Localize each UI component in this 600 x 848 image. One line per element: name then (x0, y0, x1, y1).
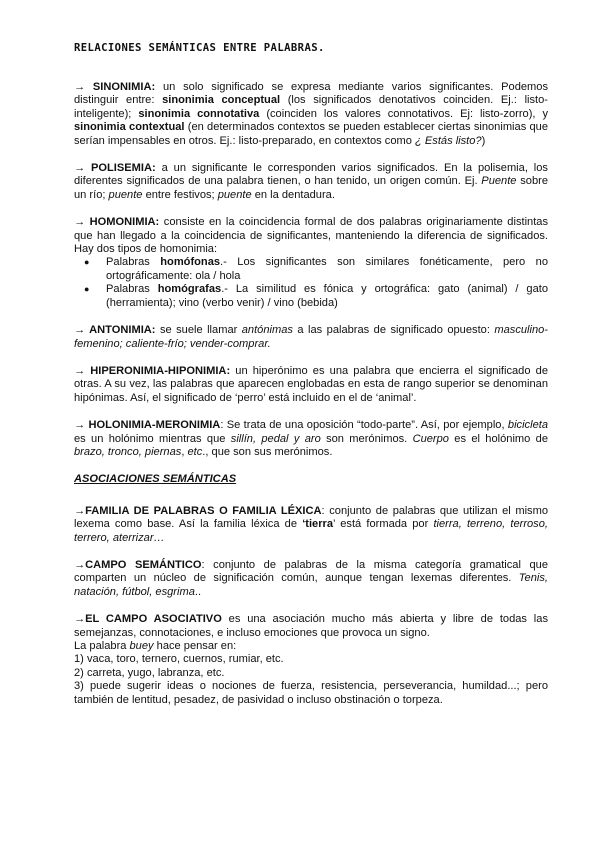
paragraph-campo-semantico: →CAMPO SEMÁNTICO: conjunto de palabras de la misma categoría gramatical que comparten un núcleo de significación común, aunque tengan lexemas diferentes. Tenis, natación, fútbol, esgrima.. (74, 558, 548, 598)
term-holonimia: → HOLONIMIA-MERONIMIA (74, 419, 221, 432)
section-subtitle: ASOCIACIONES SEMÁNTICAS (74, 473, 237, 486)
list-item: 1) vaca, toro, ternero, cuernos, rumiar, etc. (74, 653, 284, 666)
homonimia-list (74, 256, 548, 310)
paragraph-familia-lexica: →FAMILIA DE PALABRAS O FAMILIA LÉXICA: conjunto de palabras que utilizan el mismo lexema como base. Así la familia léxica de ‘tierra’ está formada por tierra, terreno, terroso, terrero, aterrizar… (74, 504, 549, 544)
term-antonimia: → ANTONIMIA: (74, 324, 156, 337)
term-hiperonimia: → HIPERONIMIA-HIPONIMIA: (74, 364, 231, 377)
term-asociativo: →EL CAMPO ASOCIATIVO (74, 613, 222, 626)
term-polisemia: → POLISEMIA: (74, 162, 156, 175)
paragraph-polisemia: → POLISEMIA: a un significante le corresponden varios significados. En la polisemia, los diferentes significados de una palabra tienen, o han tenido, un origen común. Ej. Puente sobre un río; puente entre festivos; puente en la dentadura. (74, 162, 548, 201)
paragraph-holonimia: → HOLONIMIA-MERONIMIA: Se trata de una oposición “todo-parte”. Así, por ejemplo, bicicleta es un holónimo mientras que sillín, pedal y aro son merónimos. Cuerpo es el holónimo de brazo, tronco, piernas, etc., que son sus merónimos. (74, 419, 548, 458)
list-item: 3) puede sugerir ideas o nociones de fuerza, resistencia, perseverancia, humildad...; pero también de lentitud, pesadez, de pasividad o incluso obstinación o torpeza. (74, 680, 548, 706)
asociativo-lines (74, 640, 548, 707)
paragraph-sinonimia: → SINONIMIA: un solo significado se expresa mediante varios significantes. Podemos distinguir entre: sinonimia conceptual (los significados denotativos coinciden. Ej.: listo-inteligente); sinonimia connotativa (coinciden los valores connotativos. Ej: listo-zorro), y sinonimia contextual (en determinados contextos se pueden establecer ciertas sinonimias que serían impensables en otros. Ej.: listo-preparado, en contextos como ¿ Estás listo?) (74, 81, 548, 147)
paragraph-campo-asociativo: →EL CAMPO ASOCIATIVO es una asociación mucho más abierta y libre de todas las semejanzas, connotaciones, e incluso emociones que provoca un signo. (74, 613, 548, 639)
list-item: ● Palabras homógrafas.- La similitud es fónica y ortográfica: gato (animal) / gato (herramienta); vino (verbo venir) / vino (bebida) (84, 283, 548, 309)
document-body (74, 81, 548, 707)
paragraph-antonimia: → ANTONIMIA: se suele llamar antónimas a las palabras de significado opuesto: masculino-femenino; caliente-frío; vender-comprar. (74, 324, 548, 350)
paragraph-homonimia: → HOMONIMIA: consiste en la coincidencia formal de dos palabras originariamente distintas que han llegado a la coincidencia de significantes, manteniendo la diferencia de significados. Hay dos tipos de homonimia: (74, 216, 549, 256)
paragraph-hiperonimia: → HIPERONIMIA-HIPONIMIA: un hiperónimo es una palabra que encierra el significado de otras. A su vez, las palabras que aparecen englobadas en esta de rango superior se denominan hipónimas. Así, el significado de ‘perro’ está incluido en el de ‘animal’. (74, 364, 548, 404)
list-item: La palabra buey hace pensar en: (74, 640, 237, 652)
bullet-icon: ● (84, 284, 90, 295)
term-familia: →FAMILIA DE PALABRAS O FAMILIA LÉXICA (74, 504, 322, 517)
term-sinonimia: → SINONIMIA: (74, 81, 156, 93)
page-title: RELACIONES SEMÁNTICAS ENTRE PALABRAS. (74, 42, 325, 54)
bullet-icon: ● (84, 257, 90, 268)
term-campo: →CAMPO SEMÁNTICO (74, 558, 202, 571)
list-item: ● Palabras homófonas.- Los significantes son similares fonéticamente, pero no ortográficamente: ola / hola (84, 256, 549, 282)
term-homonimia: → HOMONIMIA: (74, 216, 160, 229)
list-item: 2) carreta, yugo, labranza, etc. (74, 666, 225, 679)
